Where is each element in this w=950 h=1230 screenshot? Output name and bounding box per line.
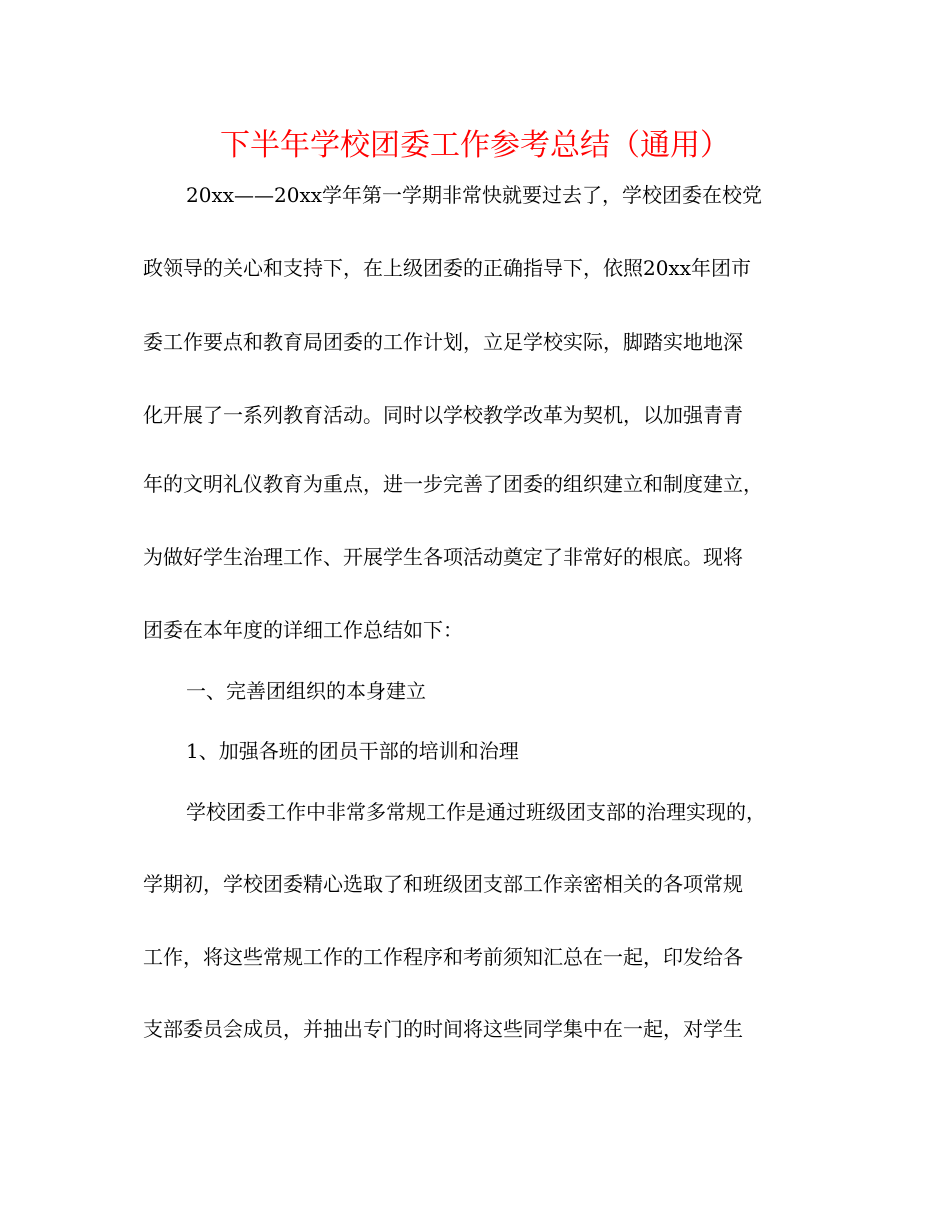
paragraph-line: 年的文明礼仪教育为重点，进一步完善了团委的组织建立和制度建立， xyxy=(143,472,763,496)
section-heading: 一、完善团组织的本身建立 xyxy=(186,679,426,703)
document-title: 下半年学校团委工作参考总结（通用） xyxy=(220,128,730,163)
paragraph-line: 20xx——20xx学年第一学期非常快就要过去了，学校团委在校党 xyxy=(186,183,763,207)
subsection-heading: 1、加强各班的团员干部的培训和治理 xyxy=(186,739,519,763)
paragraph-line: 学校团委工作中非常多常规工作是通过班级团支部的治理实现的， xyxy=(186,800,766,824)
paragraph-line: 团委在本年度的详细工作总结如下： xyxy=(143,618,463,642)
paragraph-line: 学期初，学校团委精心选取了和班级团支部工作亲密相关的各项常规 xyxy=(143,872,743,896)
paragraph-line: 政领导的关心和支持下，在上级团委的正确指导下，依照20xx年团市 xyxy=(143,256,752,280)
paragraph-line: 工作，将这些常规工作的工作程序和考前须知汇总在一起，印发给各 xyxy=(143,945,743,969)
paragraph-line: 委工作要点和教育局团委的工作计划，立足学校实际，脚踏实地地深 xyxy=(143,330,743,354)
paragraph-line: 化开展了一系列教育活动。同时以学校教学改革为契机，以加强青青 xyxy=(143,403,743,427)
paragraph-line: 支部委员会成员，并抽出专门的时间将这些同学集中在一起，对学生 xyxy=(143,1017,743,1041)
paragraph-line: 为做好学生治理工作、开展学生各项活动奠定了非常好的根底。现将 xyxy=(143,545,743,569)
